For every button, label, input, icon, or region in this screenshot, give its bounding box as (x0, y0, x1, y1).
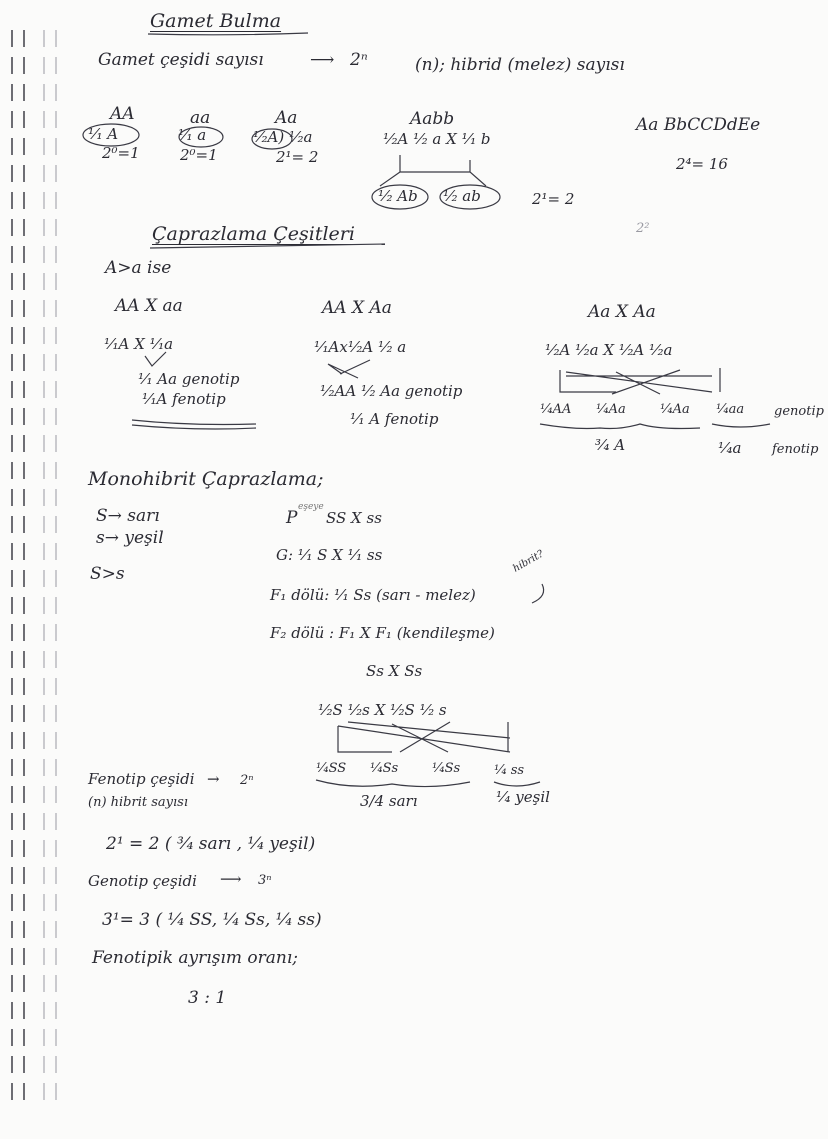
c2-cross-lines (328, 360, 370, 378)
c3-cross: Aa X Aa (588, 302, 656, 322)
c3-genotype-aa-dom: ¹⁄₄AA (540, 402, 572, 417)
c1-genotype: ¹⁄₁ Aa genotip (138, 370, 240, 388)
ex4-branch-lines (380, 155, 486, 186)
fen-calc: 2¹ = 2 ( ³⁄₄ sarı , ¹⁄₄ yeşil) (106, 834, 316, 854)
mono-key-green: s→ yeşil (96, 528, 164, 548)
title-underline (148, 33, 308, 35)
c2-gametes: ¹⁄₁Ax¹⁄₂A ¹⁄₂ a (314, 338, 407, 356)
gen-calc: 3¹= 3 ( ¹⁄₄ SS, ¹⁄₄ Ss, ¹⁄₄ ss) (102, 910, 322, 930)
ratio-label: Fenotipik ayrışım oranı; (92, 948, 299, 968)
c1-phenotype: ¹⁄₁A fenotip (142, 390, 226, 408)
mono-p-label: P (286, 508, 298, 528)
mono-gamete-line: G: ¹⁄₁ S X ¹⁄₁ ss (276, 546, 383, 564)
f1-bracket (532, 584, 544, 603)
mono-p-cross: SS X ss (326, 509, 382, 527)
ex4-calc: 2¹= 2 (532, 190, 575, 208)
c1-double-underline (132, 420, 256, 429)
c2-phenotype: ¹⁄₁ A fenotip (350, 410, 439, 428)
mono-f1-line: F₁ dölü: ¹⁄₁ Ss (sarı - melez) (270, 586, 476, 604)
gamet-formula-note: (n); hibrid (melez) sayısı (415, 55, 625, 75)
c1-cross: AA X aa (115, 296, 183, 316)
c3-gametes: ¹⁄₂A ¹⁄₂a X ¹⁄₂A ¹⁄₂a (545, 341, 673, 359)
arrow-icon: → (207, 770, 220, 788)
ex2-gamete: ¹⁄₁ a (178, 126, 207, 144)
c3-phenotype-label: fenotip (772, 442, 819, 457)
mono-f2-yellow: 3/4 sarı (360, 792, 418, 810)
ex4-result-ab-lower: ¹⁄₂ ab (443, 187, 481, 205)
fen-label: Fenotip çeşidi (88, 770, 195, 788)
ex5-calc: 2⁴= 16 (676, 155, 728, 173)
mono-dominance: S>s (90, 564, 125, 584)
mono-f2-ss-het-1: ¹⁄₄Ss (370, 761, 399, 776)
c3-genotype-aa-het-2: ¹⁄₄Aa (660, 402, 690, 417)
ex5-genotype: Aa BbCCDdEe (636, 115, 761, 135)
mono-f2-ss-rec: ¹⁄₄ ss (494, 763, 525, 778)
gen-label: Genotip çeşidi (88, 872, 197, 890)
ex5-scribble: 2² (636, 221, 650, 236)
mono-f2-green: ¹⁄₄ yeşil (496, 788, 550, 806)
c1-gametes: ¹⁄₁A X ¹⁄₁a (104, 335, 174, 353)
fen-note: (n) hibrit sayısı (88, 795, 188, 810)
mono-f1-note: hibrit? (511, 548, 546, 575)
mono-f2-ss-het-2: ¹⁄₄Ss (432, 761, 461, 776)
c3-brace-right (712, 424, 770, 427)
ex2-genotype: aa (190, 108, 211, 128)
ex4-gamete-line: ¹⁄₂A ¹⁄₂ a X ¹⁄₁ b (383, 130, 491, 148)
mono-p-note: eşeye (298, 502, 324, 512)
spiral-binding (0, 0, 80, 1139)
mono-title: Monohibrit Çaprazlama; (88, 468, 324, 490)
mono-f2-cross: Ss X Ss (366, 662, 423, 680)
ex3-calc: 2¹= 2 (276, 148, 319, 166)
gamet-formula-label: Gamet çeşidi sayısı (98, 50, 264, 70)
mono-f2-ss-dom: ¹⁄₄SS (316, 761, 347, 776)
gamet-title: Gamet Bulma (150, 10, 282, 32)
c3-phenotype-recessive: ¹⁄₄a (718, 439, 742, 457)
f2-cross-lines (338, 722, 510, 752)
c3-genotype-label: genotip (774, 404, 824, 419)
arrow-icon: ⟶ (310, 50, 335, 70)
ex4-result-ab-upper: ¹⁄₂ Ab (378, 187, 418, 205)
c3-phenotype-dominant: ³⁄₄ A (595, 436, 626, 454)
c3-underline-brace (540, 424, 700, 429)
ex2-calc: 2⁰=1 (180, 146, 218, 164)
gamet-formula-value: 2ⁿ (350, 50, 368, 70)
ex1-gamete: ¹⁄₁ A (88, 125, 119, 143)
ex3-gamete: ¹⁄₂A) ¹⁄₂a (253, 128, 313, 146)
c2-genotype: ¹⁄₂AA ¹⁄₂ Aa genotip (320, 382, 463, 400)
arrow-icon: ⟶ (220, 870, 242, 888)
c3-genotype-aa-het-1: ¹⁄₄Aa (596, 402, 626, 417)
c1-check (145, 352, 166, 366)
gen-value: 3ⁿ (258, 873, 272, 888)
mono-f2-line: F₂ dölü : F₁ X F₁ (kendileşme) (270, 624, 495, 642)
ex3-genotype: Aa (275, 108, 298, 128)
ratio-value: 3 : 1 (188, 988, 227, 1008)
c3-genotype-aa-rec: ¹⁄₄aa (716, 402, 745, 417)
capraz-condition: A>a ise (105, 258, 172, 278)
fen-value: 2ⁿ (240, 773, 254, 788)
c2-cross: AA X Aa (322, 298, 392, 318)
mono-key-yellow: S→ sarı (96, 506, 160, 526)
c3-cross-lines (560, 368, 720, 394)
f2-yellow-brace (316, 780, 470, 787)
f2-green-brace (494, 782, 540, 786)
capraz-title: Çaprazlama Çeşitleri (152, 223, 355, 245)
mono-f2-gametes: ¹⁄₂S ¹⁄₂s X ¹⁄₂S ¹⁄₂ s (318, 701, 447, 719)
ex1-genotype: AA (110, 104, 135, 124)
ex1-calc: 2⁰=1 (102, 144, 140, 162)
ex4-genotype: Aabb (410, 109, 455, 129)
